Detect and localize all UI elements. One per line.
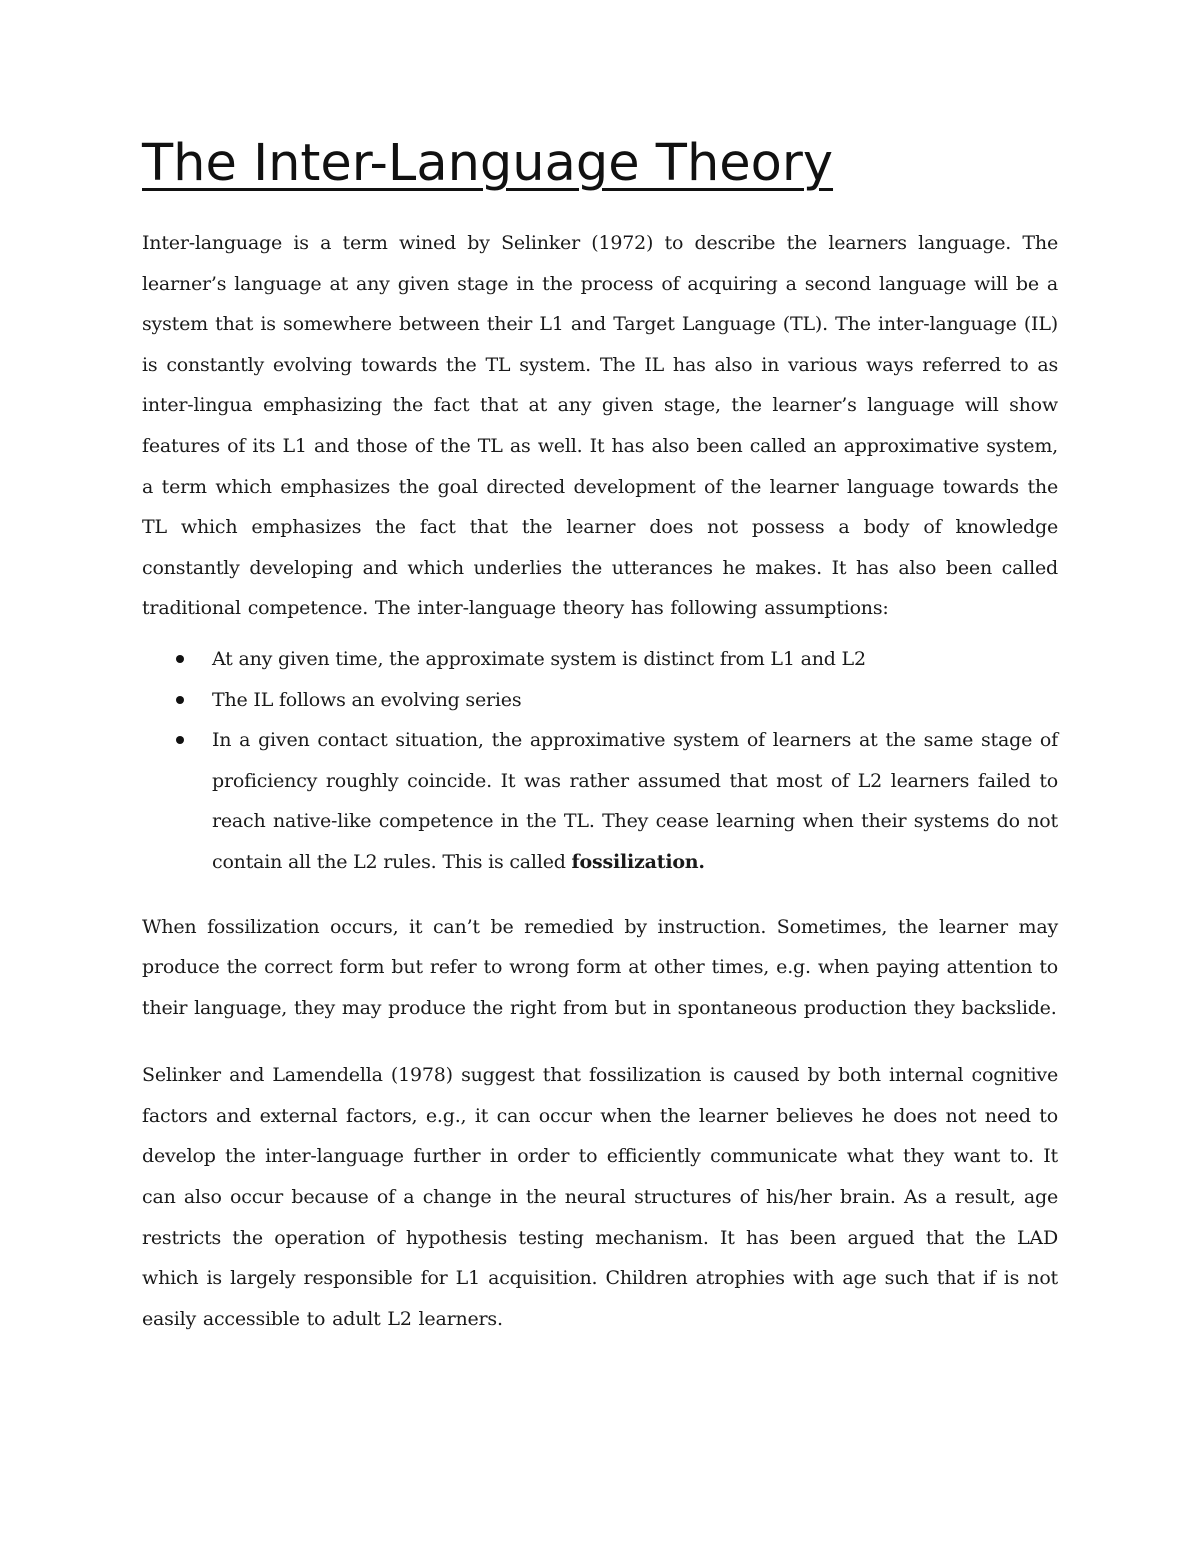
bullet-icon xyxy=(176,696,184,704)
intro-paragraph: Inter-language is a term wined by Selinker (1972) to describe the learners language. The learner’s language at any given stage in the process of acquiring a second language will be a system that is somewhere between their L1 and Target Language (TL). The inter-language (IL) is constantly evolving towards the TL system. The IL has also in various ways referred to as inter-lingua emphasizing the fact that at any given stage, the learner’s language will show features of its L1 and those of the TL as well. It has also been called an approximative system, a term which emphasizes the goal directed development of the learner language towards the TL which emphasizes the fact that the learner does not possess a body of knowledge constantly developing and which underlies the utterances he makes. It has also been called traditional competence. The inter-language theory has following assumptions: xyxy=(142,232,1058,620)
bullet-icon xyxy=(176,736,184,744)
fossilization-term: fossilization. xyxy=(571,850,705,873)
fossilization-paragraph: When fossilization occurs, it can’t be remedied by instruction. Sometimes, the learner may produce the correct form but refer to wrong form at other times, e.g. when paying attention to their language, they may produce the right from but in spontaneous production they backslide. xyxy=(142,915,1058,1019)
list-item-text: The IL follows an evolving series xyxy=(212,688,522,711)
bullet-icon xyxy=(176,655,184,663)
selinker-lamendella-paragraph: Selinker and Lamendella (1978) suggest that fossilization is caused by both internal cognitive factors and external factors, e.g., it can occur when the learner believes he does not need to develop the inter-language further in order to efficiently communicate what they want to. It can also occur because of a change in the neural structures of his/her brain. As a result, age restricts the operation of hypothesis testing mechanism. It has been argued that the LAD which is largely responsible for L1 acquisition. Children atrophies with age such that if is not easily accessible to adult L2 learners. xyxy=(142,1064,1058,1330)
list-item xyxy=(142,680,1058,721)
list-item-text: At any given time, the approximate system is distinct from L1 and L2 xyxy=(212,647,866,670)
list-item xyxy=(142,639,1058,680)
list-item-text: In a given contact situation, the approximative system of learners at the same stage of proficiency roughly coincide. It was rather assumed that most of L2 learners failed to reach native-like competence in the TL. They cease learning when their systems do not contain all the L2 rules. This is called xyxy=(212,729,1058,873)
list-item xyxy=(142,720,1058,882)
document-title: The Inter-Language Theory xyxy=(142,134,834,193)
assumptions-list xyxy=(142,639,1058,883)
